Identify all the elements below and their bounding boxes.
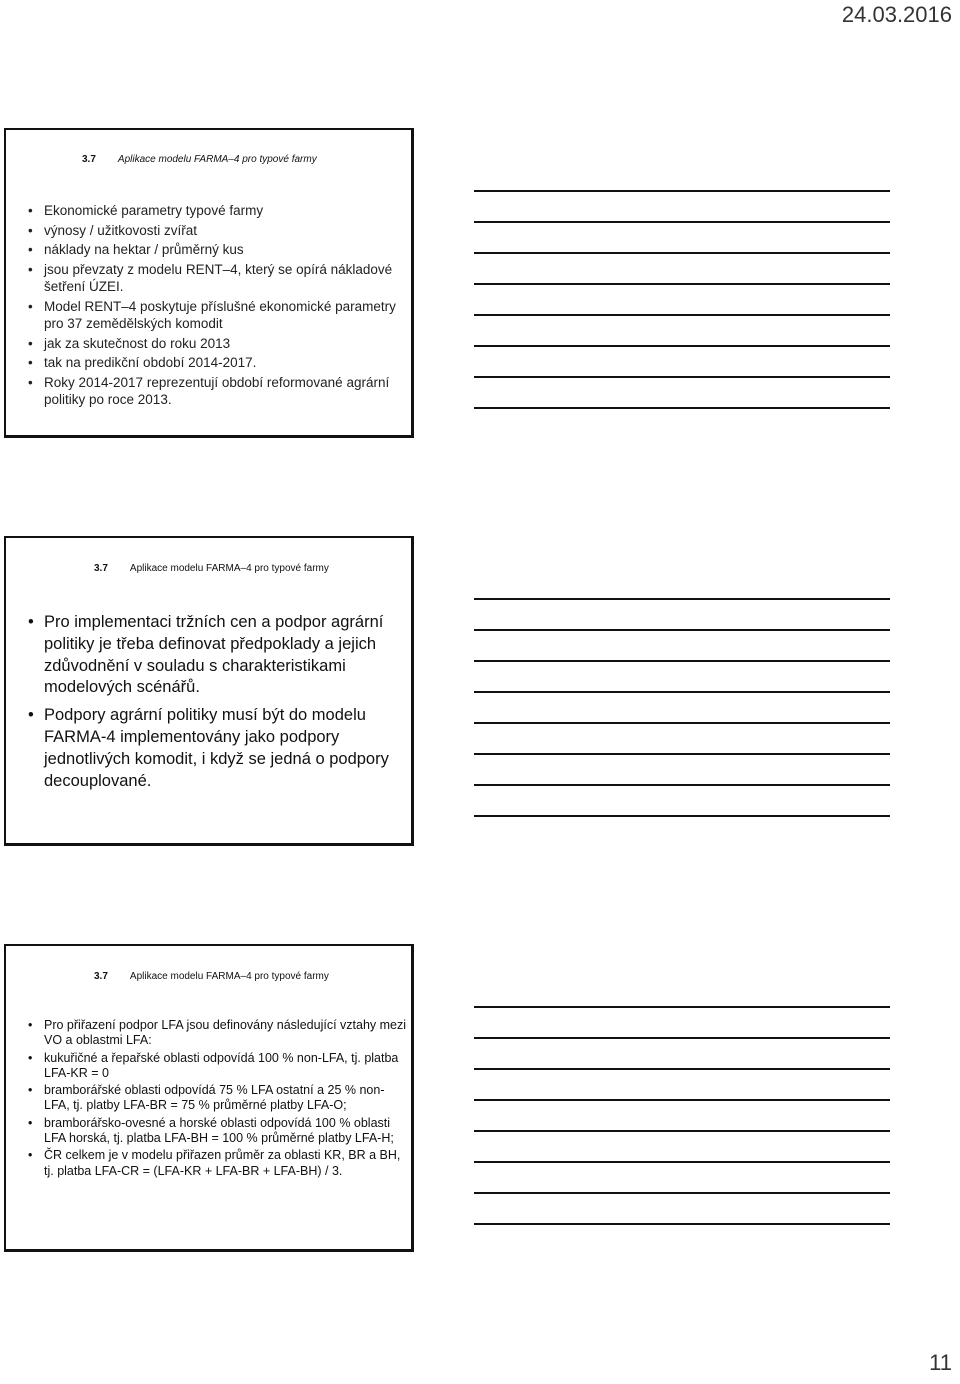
note-line — [474, 784, 890, 786]
note-line — [474, 221, 890, 223]
page-date: 24.03.2016 — [841, 2, 952, 27]
slide-bullet-list — [44, 1018, 409, 1181]
bullet-item: • Podpory agrární politiky musí být do modelu FARMA-4 implementovány jako podpory jednotlivých komodit, i když se jedná o podpory decouplované. — [44, 705, 409, 792]
slide-heading-number: 3.7 — [94, 971, 108, 982]
note-line — [474, 1068, 890, 1070]
slide-heading — [94, 563, 329, 574]
note-line — [474, 190, 890, 192]
bullet-item: • kukuřičné a řepařské oblasti odpovídá 100 % non-LFA, tj. platba LFA-KR = 0 — [44, 1051, 409, 1082]
note-line — [474, 722, 890, 724]
slide-bullet-list — [44, 612, 409, 798]
page-number: 11 — [929, 1350, 952, 1375]
bullet-item: • Pro přiřazení podpor LFA jsou definovány následující vztahy mezi VO a oblastmi LFA: — [44, 1018, 409, 1049]
note-line — [474, 629, 890, 631]
slide-1 — [4, 128, 414, 438]
slide-heading — [82, 154, 317, 165]
bullet-item: • náklady na hektar / průměrný kus — [44, 241, 404, 259]
bullet-item: • Model RENT–4 poskytuje příslušné ekonomické parametry pro 37 zemědělských komodit — [44, 298, 404, 333]
note-line — [474, 691, 890, 693]
note-line — [474, 345, 890, 347]
slide-2 — [4, 536, 414, 846]
note-line — [474, 815, 890, 817]
note-line — [474, 598, 890, 600]
notes-lines — [474, 190, 890, 438]
bullet-item: • bramborářsko-ovesné a horské oblasti odpovídá 100 % oblasti LFA horská, tj. platba LFA-BH = 100 % průměrné platby LFA-H; — [44, 1116, 409, 1147]
bullet-item: • Ekonomické parametry typové farmy — [44, 202, 404, 220]
notes-lines — [474, 598, 890, 846]
slide-bullet-list — [44, 202, 404, 411]
note-line — [474, 283, 890, 285]
note-line — [474, 1192, 890, 1194]
note-line — [474, 660, 890, 662]
slide-heading-text: Aplikace modelu FARMA–4 pro typové farmy — [117, 154, 317, 165]
note-line — [474, 252, 890, 254]
bullet-item: • tak na predikční období 2014-2017. — [44, 354, 404, 372]
note-line — [474, 1006, 890, 1008]
bullet-item: • jsou převzaty z modelu RENT–4, který se opírá nákladové šetření ÚZEI. — [44, 261, 404, 296]
bullet-item: • Pro implementaci tržních cen a podpor agrární politiky je třeba definovat předpoklady a jejich zdůvodnění v souladu s charakteristikami modelových scénářů. — [44, 612, 409, 699]
note-line — [474, 1161, 890, 1163]
slide-heading — [94, 971, 329, 982]
slide-heading-number: 3.7 — [94, 563, 108, 574]
bullet-item: • výnosy / užitkovosti zvířat — [44, 222, 404, 240]
note-line — [474, 314, 890, 316]
slide-3 — [4, 944, 414, 1252]
bullet-item: • Roky 2014-2017 reprezentují období reformované agrární politiky po roce 2013. — [44, 374, 404, 409]
bullet-item: • bramborářské oblasti odpovídá 75 % LFA ostatní a 25 % non-LFA, tj. platby LFA-BR = 75 % průměrné platby LFA-O; — [44, 1083, 409, 1114]
notes-lines — [474, 1006, 890, 1254]
note-line — [474, 753, 890, 755]
bullet-item: • jak za skutečnost do roku 2013 — [44, 335, 404, 353]
note-line — [474, 1037, 890, 1039]
note-line — [474, 1223, 890, 1225]
slide-heading-number: 3.7 — [82, 154, 96, 165]
note-line — [474, 376, 890, 378]
note-line — [474, 1130, 890, 1132]
slide-heading-text: Aplikace modelu FARMA–4 pro typové farmy — [129, 563, 329, 574]
note-line — [474, 407, 890, 409]
note-line — [474, 1099, 890, 1101]
slide-heading-text: Aplikace modelu FARMA–4 pro typové farmy — [129, 971, 329, 982]
bullet-item: • ČR celkem je v modelu přiřazen průměr za oblasti KR, BR a BH, tj. platba LFA-CR = (LFA-KR + LFA-BR + LFA-BH) / 3. — [44, 1148, 409, 1179]
